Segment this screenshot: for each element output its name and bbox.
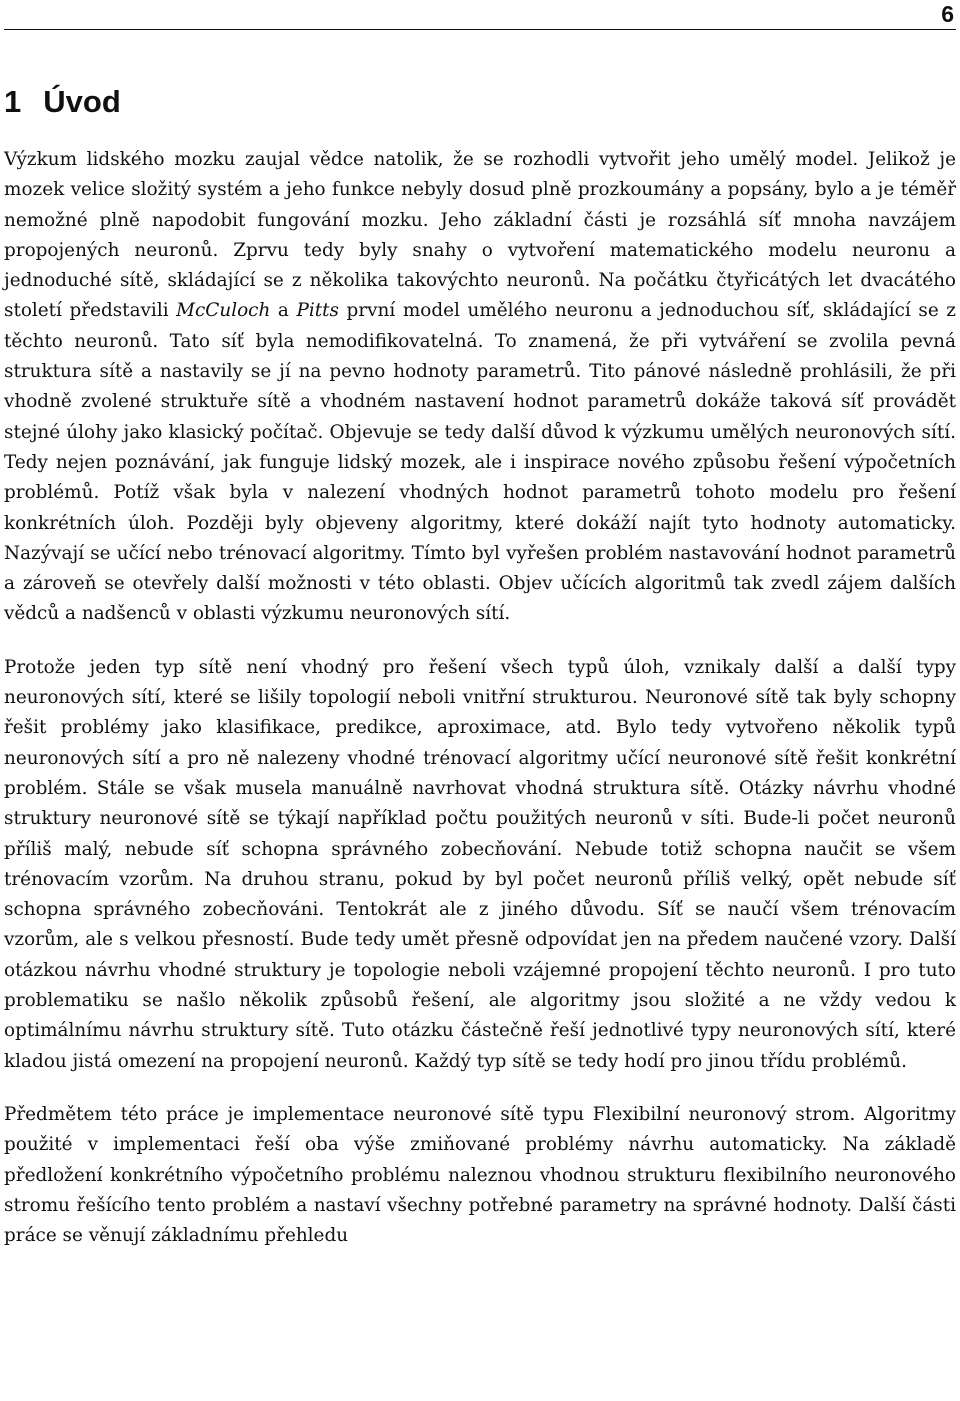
paragraph-1-part-1: Výzkum lidského mozku zaujal vědce natolik, že se rozhodli vytvořit jeho umělý model. Jelikož je mozek velice složitý systém a jeho funkce nebyly dosud plně prozkoumány a popsány, bylo a je téměř nemožné plně napodobit fungování mozku. Jeho základní části je rozsáhlá síť mnoha navzájem propojených neuronů. Zprvu tedy byly snahy o vytvoření matematického modelu neuronu a jednoduché sítě, skládající se z několika takovýchto neuronů. Na počátku čtyřicátých let dvacátého století představili — [4, 149, 956, 322]
page-number: 6 — [941, 1, 954, 27]
paragraph-2: Protože jeden typ sítě není vhodný pro řešení všech typů úloh, vznikaly další a další typy neuronových sítí, které se lišily topologií neboli vnitřní strukturou. Neuronové sítě tak byly schopny řešit problémy jako klasifikace, predikce, aproximace, atd. Bylo tedy vytvořeno několik typů neuronových sítí a pro ně nalezeny vhodné trénovací algoritmy učící neuronové sítě řešit konkrétní problém. Stále se však musela manuálně navrhovat vhodná struktura sítě. Otázky návrhu vhodné struktury neuronové sítě se týkají například počtu použitých neuronů v síti. Bude-li počet neuronů příliš malý, nebude síť schopna správného zobecňování. Nebude totiž schopna naučit se všem trénovacím vzorům. Na druhou stranu, pokud by byl počet neuronů příliš velký, opět nebude síť schopna správného zobecňováni. Tentokrát ale z jiného důvodu. Síť se naučí všem trénovacím vzorům, ale s velkou přesností. Bude tedy umět přesně odpovídat jen na předem naučené vzory. Další otázkou návrhu vhodné struktury je topologie neboli vzájemné propojení těchto neuronů. I pro tuto problematiku se našlo několik způsobů řešení, ale algoritmy jsou složité a ne vždy vedou k optimálnímu návrhu struktury sítě. Tuto otázku částečně řeší jednotlivé typy neuronových sítí, které kladou jistá omezení na propojení neuronů. Každý typ sítě se tedy hodí pro jinou třídu problémů. — [4, 656, 956, 1072]
author-name-pitts: Pitts — [296, 300, 339, 322]
paragraph-1-part-2: první model umělého neuronu a jednoduchou síť, skládající se z těchto neuronů. Tato síť byla nemodifikovatelná. To znamená, že při vytváření se zvolila pevná struktura sítě a nastavily se jí na pevno hodnoty parametrů. Tito pánové následně prohlásili, že při vhodně zvolené struktuře sítě a vhodném nastavení hodnot parametrů dokáže taková síť provádět stejné úlohy jako klasický počítač. Objevuje se tedy další důvod k výzkumu umělých neuronových sítí. Tedy nejen poznávání, jak funguje lidský mozek, ale i inspirace nového způsobu řešení výpočetních problémů. Potíž však byla v nalezení vhodných hodnot parametrů tohoto modelu pro řešení konkrétních úloh. Později byly objeveny algoritmy, které dokáží najít tyto hodnoty automaticky. Nazývají se učící nebo trénovací algoritmy. Tímto byl vyřešen problém nastavování hodnot parametrů a zároveň se otevřely další možnosti v této oblasti. Objev učících algoritmů tak zvedl zájem dalších vědců a nadšenců v oblasti výzkumu neuronových sítí. — [4, 300, 956, 625]
paragraph-3: Předmětem této práce je implementace neuronové sítě typu Flexibilní neuronový strom. Algoritmy použité v implementaci řeší oba výše zmiňované problémy návrhu automaticky. Na základě předložení konkrétního výpočetního problému naleznou vhodnou strukturu flexibilního neuronového stromu řešícího tento problém a nastaví všechny potřebné parametry na správné hodnoty. Další části práce se věnují základnímu přehledu — [4, 1103, 956, 1247]
author-name-mcculoch: McCuloch — [176, 300, 271, 322]
section-title: Úvod — [43, 84, 121, 119]
section-number: 1 — [4, 84, 22, 119]
header-rule — [4, 29, 956, 30]
paragraph-1 — [4, 145, 956, 630]
section-heading — [4, 82, 121, 122]
conjunction: a — [270, 300, 297, 322]
body-text — [4, 145, 956, 1251]
